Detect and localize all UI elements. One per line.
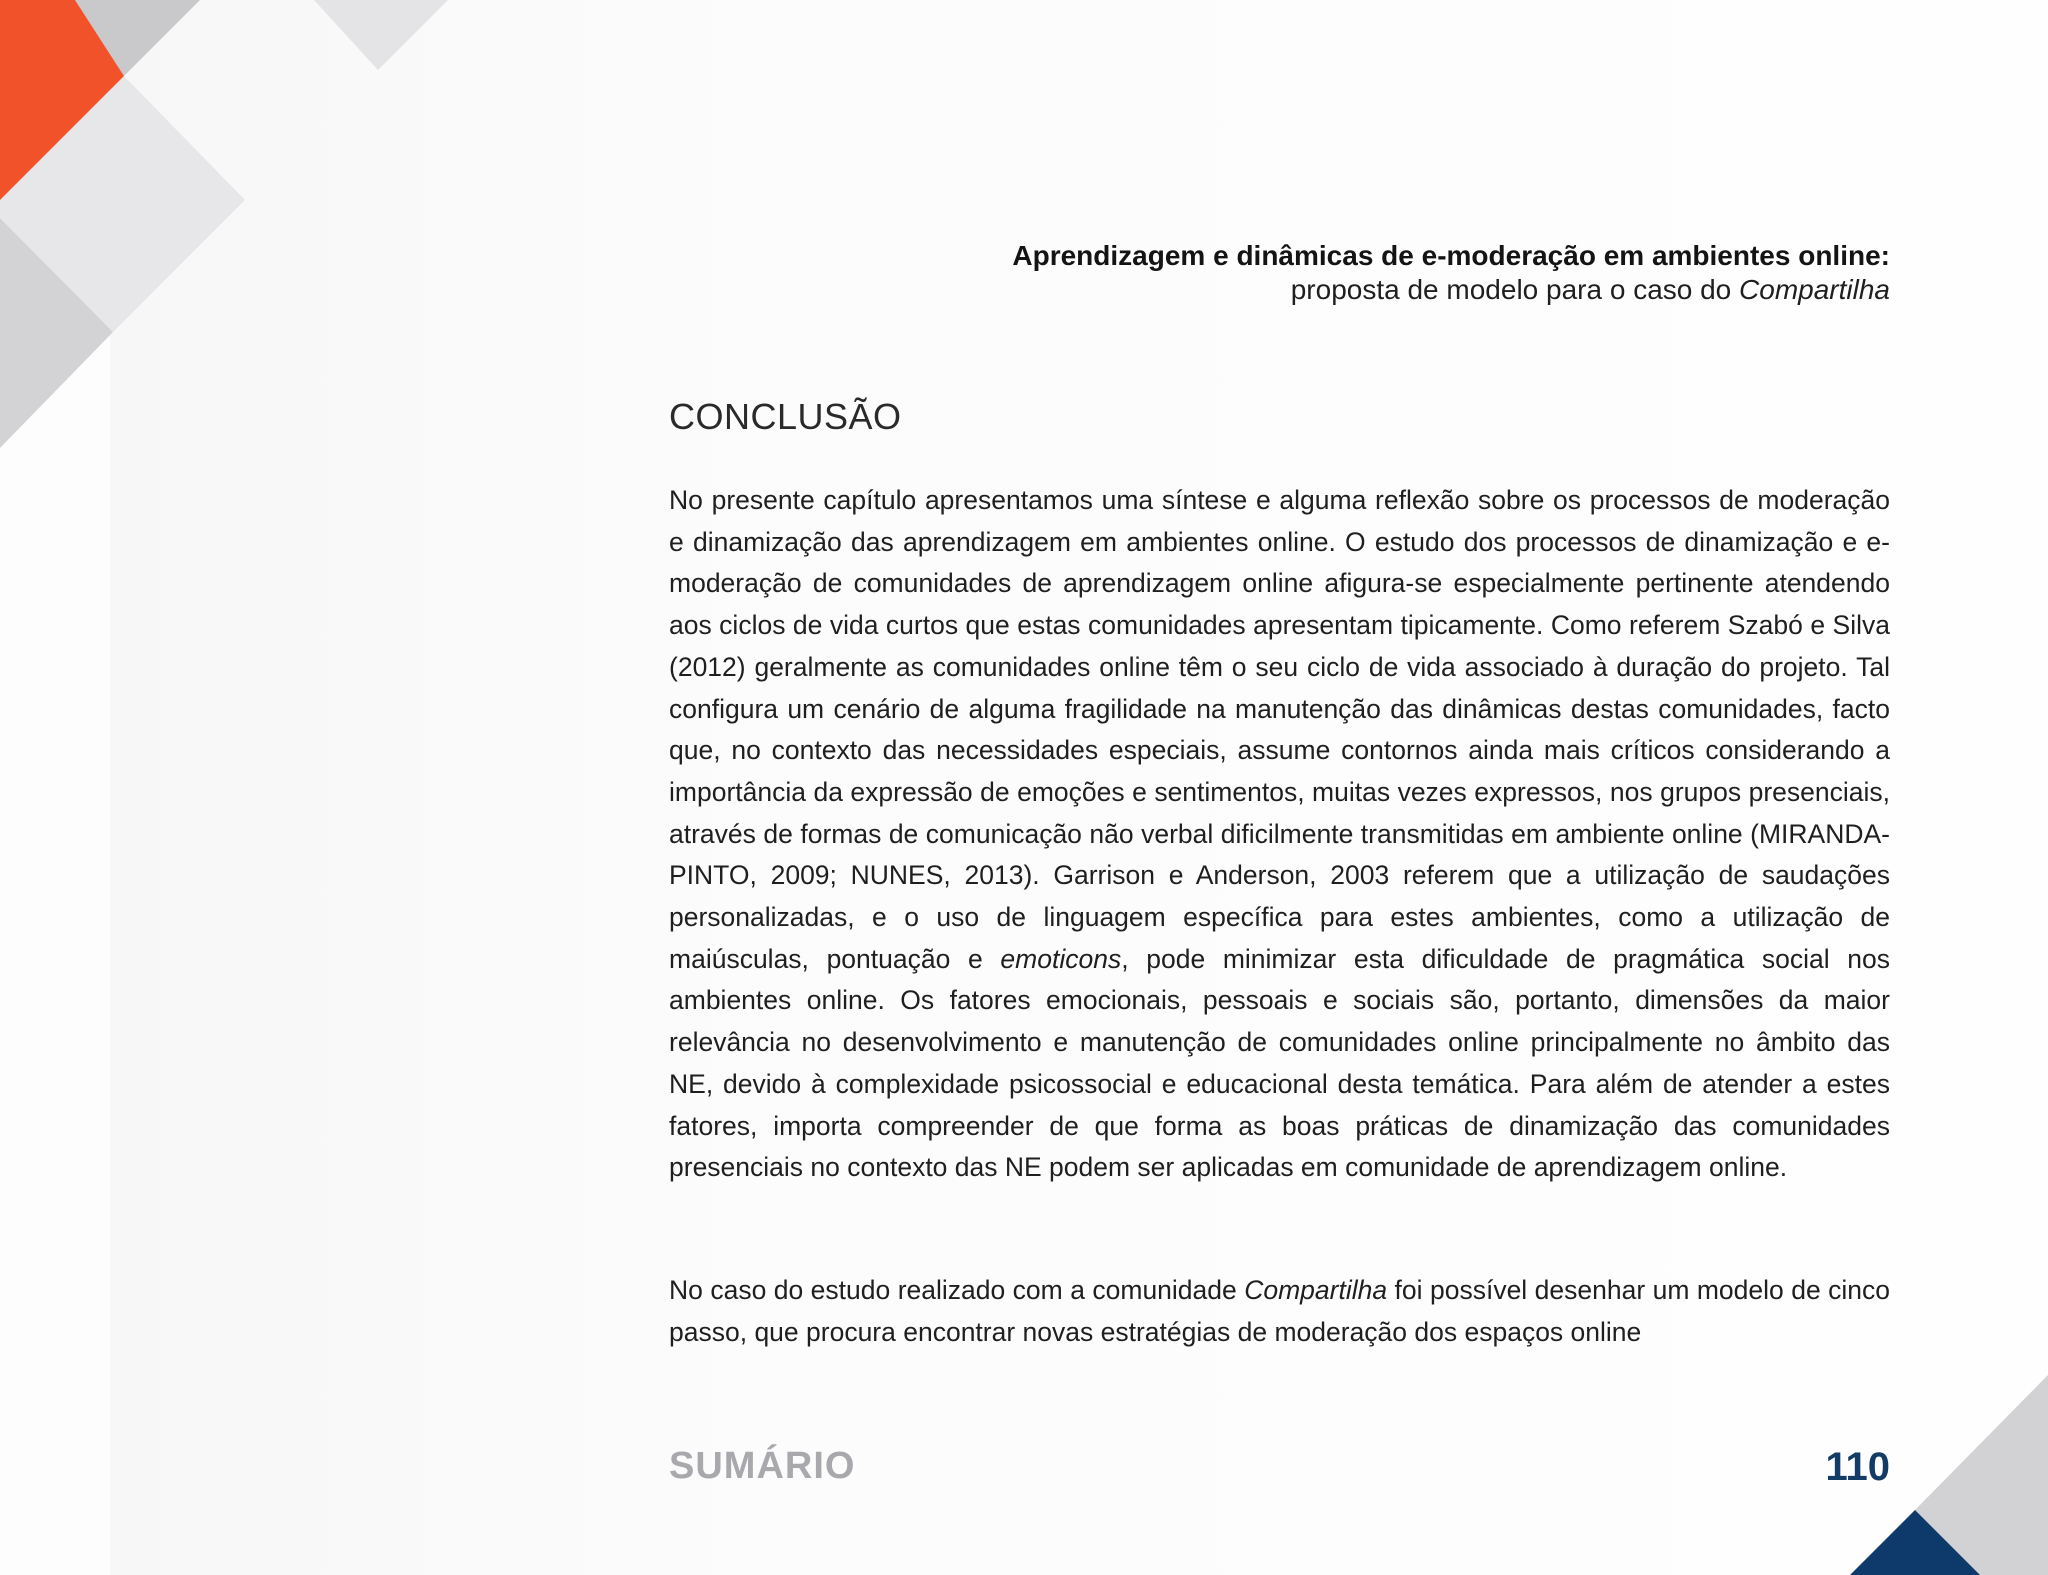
summary-link[interactable]: SUMÁRIO <box>669 1445 856 1487</box>
body-paragraph-1 <box>669 480 1890 1189</box>
paragraph-2-part-2: foi possível desenhar um modelo de cinco passo, que procura encontrar novas estratégias de moderação dos espaços online <box>669 1275 1891 1347</box>
paragraph-2-part-1: No caso do estudo realizado com a comunidade <box>669 1275 1245 1305</box>
section-heading: CONCLUSÃO <box>669 396 902 437</box>
paragraph-1-italic: emoticons <box>1000 943 1122 974</box>
header-subtitle-prefix: proposta de modelo para o caso do <box>1290 274 1740 305</box>
paragraph-2-italic: Compartilha <box>1244 1275 1388 1305</box>
header-subtitle-italic: Compartilha <box>1739 274 1890 305</box>
page-number: 110 <box>1825 1445 1890 1489</box>
header-subtitle <box>790 273 1890 307</box>
document-header <box>790 239 1890 307</box>
decor-diamond-top-light <box>314 0 448 70</box>
body-paragraph-2 <box>669 1270 1890 1353</box>
paragraph-1-part-1: No presente capítulo apresentamos uma síntese e alguma reflexão sobre os processos de moderação e dinamização das aprendizagem em ambientes online. O estudo dos processos de dinamização e e-moderação de comunidades de aprendizagem online afigura-se especialmente pertinente atendendo aos ciclos de vida curtos que estas comunidades apresentam tipicamente. Como referem Szabó e Silva (2012) geralmente as comunidades online têm o seu ciclo de vida associado à duração do projeto. Tal configura um cenário de alguma fragilidade na manutenção das dinâmicas destas comunidades, facto que, no contexto das necessidades especiais, assume contornos ainda mais críticos considerando a importância da expressão de emoções e sentimentos, muitas vezes expressos, nos grupos presenciais, através de formas de comunicação não verbal dificilmente transmitidas em ambiente online (MIRANDA-PINTO, 2009; NUNES, 2013). Garrison e Anderson, 2003 referem que a utilização de saudações personalizadas, e o uso de linguagem específica para estes ambientes, como a utilização de maiúsculas, pontuação e <box>669 485 1890 974</box>
paragraph-1-part-2: , pode minimizar esta dificuldade de pragmática social nos ambientes online. Os fatores emocionais, pessoais e sociais são, portanto, dimensões da maior relevância no desenvolvimento e manutenção de comunidades online principalmente no âmbito das NE, devido à complexidade psicossocial e educacional desta temática. Para além de atender a estes fatores, importa compreender de que forma as boas práticas de dinamização das comunidades presenciais no contexto das NE podem ser aplicadas em comunidade de aprendizagem online. <box>669 943 1890 1183</box>
header-title: Aprendizagem e dinâmicas de e-moderação em ambientes online: <box>1012 240 1890 271</box>
